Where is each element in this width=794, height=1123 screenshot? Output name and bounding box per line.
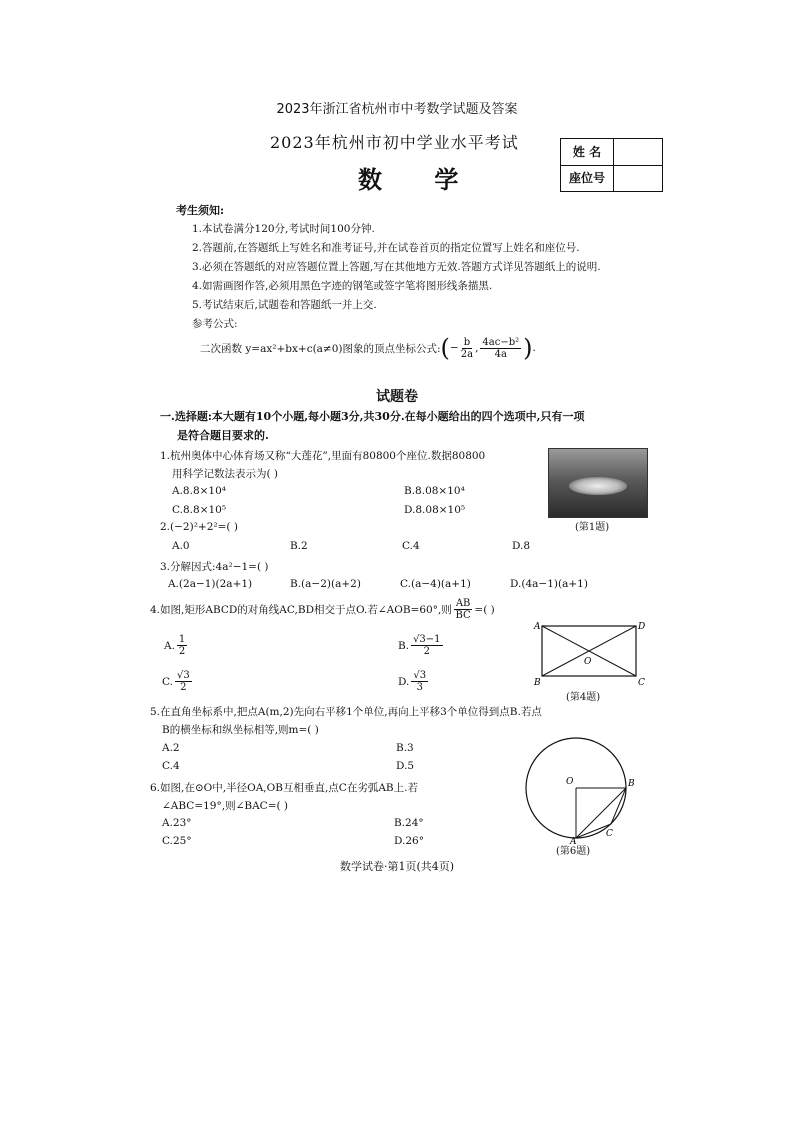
- formula-text: 二次函数 y=ax²+bx+c(a≠0)图象的顶点坐标公式:: [200, 342, 441, 355]
- q6-option-b: B.24°: [394, 817, 424, 829]
- fraction-denominator: 2a: [460, 348, 474, 360]
- q3-stem: 3.分解因式:4a²−1=( ): [160, 561, 269, 573]
- q4-stem-text: 4.如图,矩形ABCD的对角线AC,BD相交于点O.若∠AOB=60°,则: [150, 604, 452, 616]
- q6-option-a: A.23°: [162, 817, 192, 829]
- q4-caption: (第4题): [566, 692, 601, 703]
- q2-stem: 2.(−2)²+2²=( ): [160, 521, 238, 533]
- q3-option-c: C.(a−4)(a+1): [400, 578, 471, 590]
- fraction-numerator: √3: [413, 670, 427, 681]
- q3-option-a: A.(2a−1)(2a+1): [168, 578, 253, 590]
- q3-option-b: B.(a−2)(a+2): [290, 578, 361, 590]
- q2-option-c: C.4: [402, 540, 420, 552]
- chord-bc: [611, 788, 626, 824]
- option-fraction: [411, 634, 442, 657]
- formula-end: .: [532, 342, 536, 354]
- q4-stem: [150, 598, 495, 621]
- fraction-numerator: √3: [177, 670, 190, 681]
- notice-item: 1.本试卷满分120分,考试时间100分钟.: [192, 223, 375, 235]
- q5-stem-cont: B的横坐标和纵坐标相等,则m=( ): [162, 724, 319, 736]
- name-row: [561, 139, 662, 166]
- point-label-b: B: [534, 678, 541, 688]
- open-paren: (: [440, 334, 450, 362]
- q5-option-a: A.2: [162, 742, 180, 754]
- q6-option-d: D.26°: [394, 835, 424, 847]
- q1-caption: (第1题): [575, 522, 610, 533]
- q5-stem: 5.在直角坐标系中,把点A(m,2)先向右平移1个单位,再向上平移3个单位得到点B.若点: [150, 706, 542, 718]
- point-label-d: D: [638, 622, 646, 632]
- q2-option-d: D.8: [512, 540, 531, 552]
- q6-caption: (第6题): [556, 846, 591, 857]
- section-header-cont: 是符合题目要求的.: [177, 429, 269, 442]
- name-label: 姓 名: [561, 139, 614, 165]
- q1-option-d: D.8.08×10⁵: [404, 504, 466, 516]
- subject-title: 数 学: [358, 165, 481, 194]
- point-label-b: B: [628, 779, 635, 789]
- stadium-photo: [548, 448, 648, 518]
- fraction-numerator: 1: [178, 634, 186, 645]
- option-fraction: [177, 634, 187, 657]
- q1-option-b: B.8.08×10⁴: [404, 485, 465, 497]
- notice-item: 4.如需画图作答,必须用黑色字迹的钢笔或签字笔将图形线条描黑.: [192, 280, 493, 292]
- q4-option-a: [164, 634, 189, 657]
- fraction-denominator: 4a: [494, 348, 507, 360]
- q4-option-b: [398, 634, 445, 657]
- notice-item: 3.必须在答题纸的对应答题位置上答题,写在其他地方无效.答题方式详见答题纸上的说明.: [192, 261, 601, 273]
- formula-label: 参考公式:: [192, 318, 238, 330]
- option-label: A.: [164, 639, 175, 652]
- fraction-denominator: 2: [423, 646, 430, 657]
- q4-option-d: [398, 670, 430, 693]
- chord-ab: [576, 788, 626, 838]
- q1-option-c: C.8.8×10⁵: [172, 504, 227, 516]
- q4-ratio: [454, 598, 473, 621]
- fraction-numerator: b: [463, 336, 471, 348]
- q4-rectangle-figure: [530, 618, 650, 688]
- document-header: 2023年浙江省杭州市中考数学试题及答案: [276, 102, 518, 117]
- notice-title: 考生须知:: [176, 204, 225, 217]
- info-box: [560, 138, 663, 192]
- fraction-numerator: √3−1: [413, 634, 441, 645]
- fraction-numerator: 4ac−b²: [482, 336, 520, 348]
- seat-row: [561, 165, 662, 191]
- notice-item: 5.考试结束后,试题卷和答题纸一并上交.: [192, 299, 377, 311]
- close-paren: ): [523, 334, 533, 362]
- point-label-c: C: [606, 829, 613, 839]
- point-label-a: A: [534, 622, 541, 632]
- fraction-denominator: 2: [180, 682, 187, 693]
- section-title: 试题卷: [376, 389, 418, 405]
- exam-title: 2023年杭州市初中学业水平考试: [270, 133, 519, 152]
- option-fraction: [175, 670, 192, 693]
- section-header: 一.选择题:本大题有10个小题,每小题3分,共30分.在每小题给出的四个选项中,只有一项: [160, 410, 585, 423]
- fraction-denominator: 2: [178, 646, 186, 657]
- point-label-c: C: [638, 678, 645, 688]
- q2-option-a: A.0: [172, 540, 190, 552]
- q4-option-c: [162, 670, 194, 693]
- point-label-a: A: [570, 837, 577, 844]
- point-label-o: O: [566, 777, 574, 787]
- formula-comma: ,: [475, 342, 479, 354]
- page-footer: 数学试卷·第1页(共4页): [339, 860, 455, 873]
- q6-option-c: C.25°: [162, 835, 192, 847]
- fraction-b-2a: [461, 337, 473, 360]
- fraction-denominator: BC: [455, 610, 471, 621]
- q1-stem: 1.杭州奥体中心体育场又称“大莲花”,里面有80800个座位.数据80800: [160, 450, 486, 462]
- fraction-denominator: 3: [416, 682, 423, 693]
- fraction-numerator: AB: [455, 598, 471, 609]
- q5-option-b: B.3: [396, 742, 414, 754]
- q5-option-c: C.4: [162, 760, 180, 772]
- q1-stem-cont: 用科学记数法表示为( ): [172, 468, 279, 480]
- notice-item: 2.答题前,在答题纸上写姓名和准考证号,并在试卷首页的指定位置写上姓名和座位号.: [192, 242, 580, 254]
- q2-option-b: B.2: [290, 540, 308, 552]
- vertex-formula: [200, 336, 536, 360]
- stadium-shape: [569, 477, 627, 495]
- q3-option-d: D.(4a−1)(a+1): [510, 578, 588, 590]
- option-label: B.: [398, 639, 410, 652]
- formula-neg: −: [449, 342, 459, 354]
- q4-stem-end: =( ): [474, 603, 495, 616]
- q6-circle-figure: [500, 734, 640, 844]
- fraction-4ac: [480, 337, 521, 360]
- q6-stem-cont: ∠ABC=19°,则∠BAC=( ): [162, 800, 289, 812]
- q1-option-a: A.8.8×10⁴: [172, 485, 226, 497]
- q6-stem: 6.如图,在⊙O中,半径OA,OB互相垂直,点C在劣弧AB上.若: [150, 782, 418, 794]
- point-label-o: O: [584, 657, 592, 667]
- option-label: C.: [162, 675, 173, 688]
- option-fraction: [411, 670, 428, 693]
- seat-label: 座位号: [561, 165, 614, 191]
- q5-option-d: D.5: [396, 760, 415, 772]
- option-label: D.: [398, 675, 410, 688]
